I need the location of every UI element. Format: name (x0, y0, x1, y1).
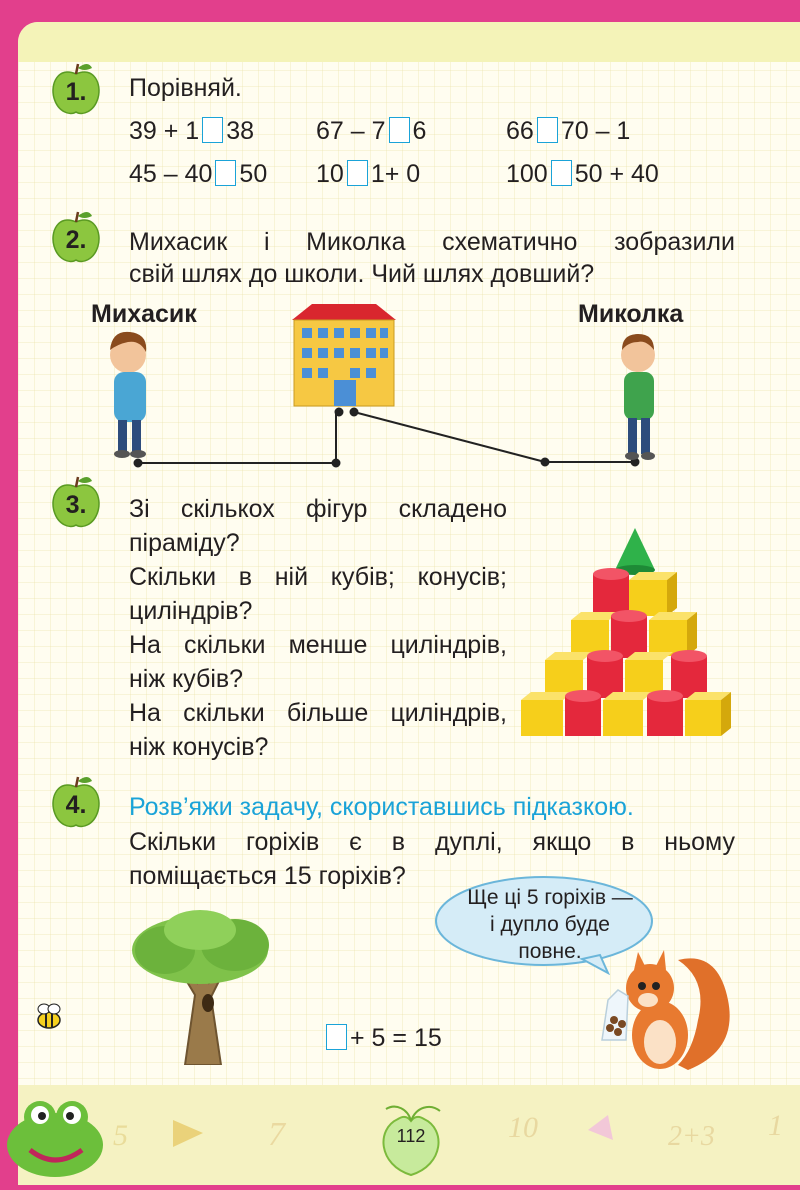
route-diagram (90, 300, 730, 475)
comparison-2: 67 – 7 6 (316, 117, 427, 145)
svg-text:10: 10 (508, 1111, 538, 1144)
name-mykolka: Миколка (578, 300, 684, 328)
bubble-line-1: Ще ці 5 горіхів — (467, 886, 633, 909)
comparison-4: 45 – 40 50 (129, 160, 268, 188)
bubble-line-3: повне. (518, 940, 582, 963)
answer-box[interactable] (551, 160, 572, 186)
answer-box[interactable] (215, 160, 236, 186)
squirrel-illustration (598, 940, 738, 1080)
boy-mykhasyk (110, 332, 146, 458)
task-3-apple-icon (48, 475, 104, 531)
page-number: 112 (396, 1126, 426, 1146)
equation-answer-box[interactable] (326, 1024, 347, 1050)
bee-icon (32, 1000, 66, 1034)
bubble-line-2: і дупло буде (490, 913, 610, 936)
task-1-apple-icon (48, 62, 104, 118)
task-3-line-6: ніж кубів? (129, 665, 244, 693)
answer-box[interactable] (389, 117, 410, 143)
task-2-number: 2. (65, 226, 87, 254)
name-mykhasyk: Михасик (91, 300, 197, 328)
comparison-3: 66 70 – 1 (506, 117, 631, 145)
task-2-line-2: свій шлях до школи. Чий шлях довший? (129, 260, 595, 288)
task-1-number: 1. (65, 78, 87, 106)
task-3-line-8: ніж конусів? (129, 733, 269, 761)
task-3-line-3: Скільки в ній кубів; конусів; (129, 563, 507, 591)
task-3-line-7: На скільки більше циліндрів, (129, 699, 507, 727)
top-decorative-band (18, 22, 800, 62)
task-3-line-1: Зі скількох фігур складено (129, 495, 507, 523)
cone (615, 528, 655, 575)
task-4-apple-icon (48, 775, 104, 831)
svg-text:7: 7 (268, 1116, 285, 1153)
task-4-line-1: Скільки горіхів є в дуплі, якщо в ньому (129, 828, 735, 856)
task-3-line-5: На скільки менше циліндрів, (129, 631, 507, 659)
school-building (292, 304, 396, 406)
pyramid-illustration (515, 522, 735, 742)
task-2-line-1: Михасик і Миколка схематично зобразили (129, 228, 735, 256)
equation: + 5 = 15 (326, 1022, 442, 1054)
frog-illustration (0, 1075, 110, 1185)
answer-box[interactable] (202, 117, 223, 143)
svg-text:1: 1 (768, 1109, 783, 1142)
task-4-line-2: поміщається 15 горіхів? (129, 862, 406, 890)
task-4-instruction: Розв’яжи задачу, скориставшись підказкою. (129, 793, 634, 821)
task-2-apple-icon (48, 210, 104, 266)
answer-box[interactable] (537, 117, 558, 143)
answer-box[interactable] (347, 160, 368, 186)
svg-text:2+3: 2+3 (668, 1121, 715, 1152)
svg-text:5: 5 (113, 1119, 128, 1152)
comparison-6: 100 50 + 40 (506, 160, 659, 188)
tree-illustration (125, 905, 275, 1065)
task-3-line-2: піраміду? (129, 529, 240, 557)
comparison-1: 39 + 1 38 (129, 117, 255, 145)
task-3-number: 3. (65, 491, 87, 519)
task-4-number: 4. (65, 791, 87, 819)
task-3-line-4: циліндрів? (129, 597, 253, 625)
comparison-5: 10 1+ 0 (316, 160, 421, 188)
task-1-title: Порівняй. (129, 74, 242, 102)
boy-mykolka (621, 334, 655, 460)
